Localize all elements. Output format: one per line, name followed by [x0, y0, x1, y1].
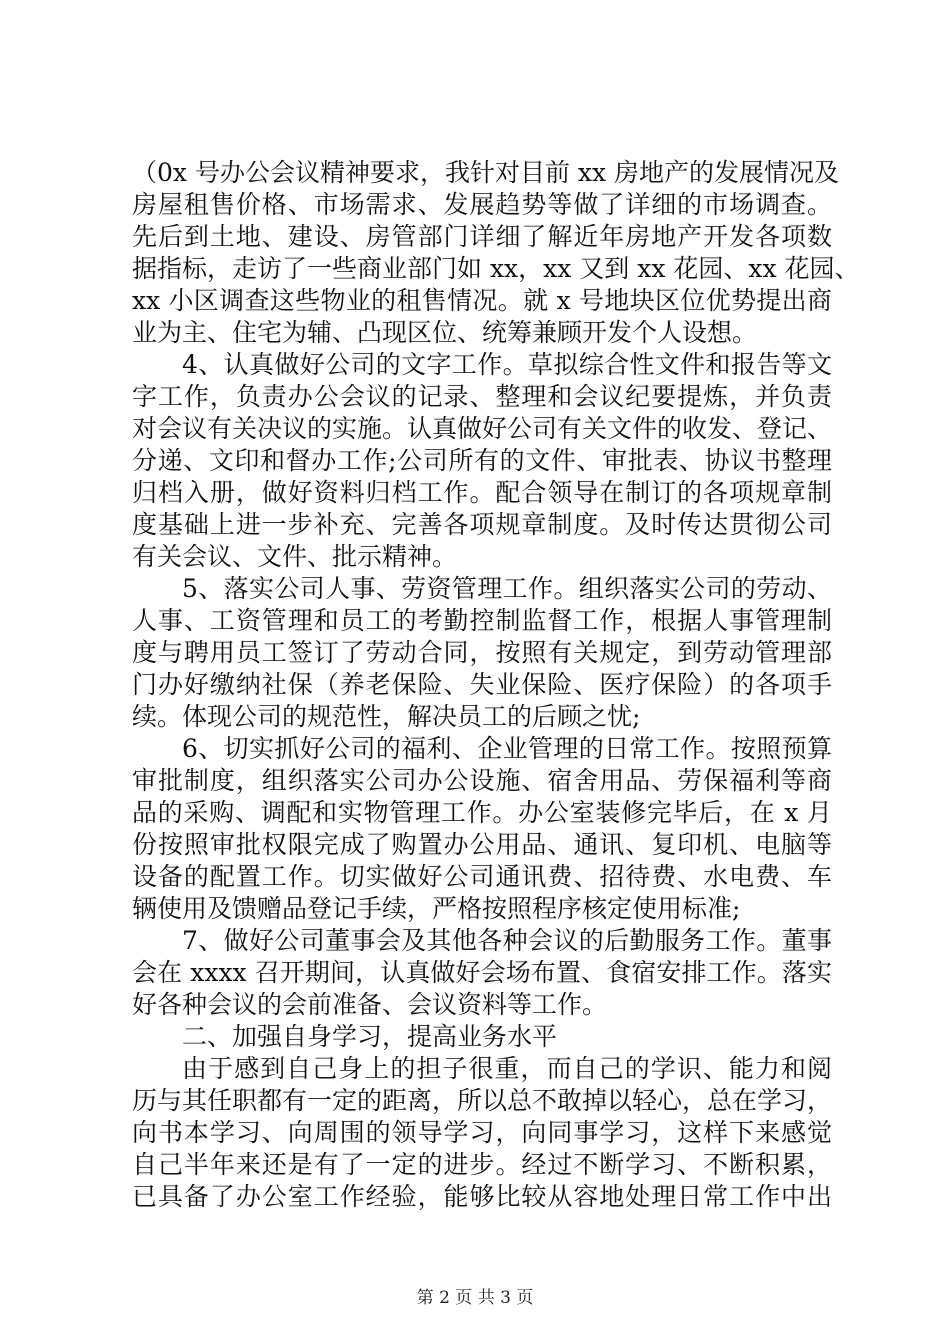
text-line: 人事、工资管理和员工的考勤控制监督工作，根据人事管理制: [132, 606, 832, 635]
text-line: 度与聘用员工签订了劳动合同，按照有关规定，到劳动管理部: [132, 638, 832, 667]
text-line: 先后到土地、建设、房管部门详细了解近年房地产开发各项数: [132, 222, 832, 251]
text-line: 房屋租售价格、市场需求、发展趋势等做了详细的市场调查。: [132, 190, 832, 219]
text-line: 好各种会议的会前准备、会议资料等工作。: [132, 990, 608, 1019]
text-line: 分递、文印和督办工作;公司所有的文件、审批表、协议书整理: [132, 446, 832, 475]
text-line: xx 小区调查这些物业的租售情况。就 x 号地块区位优势提出商: [132, 286, 832, 315]
paragraph-start-line: 5、落实公司人事、劳资管理工作。组织落实公司的劳动、: [182, 574, 832, 603]
text-line: 品的采购、调配和实物管理工作。办公室装修完毕后，在 x 月: [132, 798, 832, 827]
text-line: （0x 号办公会议精神要求，我针对目前 xx 房地产的发展情况及: [132, 158, 840, 187]
text-line: 有关会议、文件、批示精神。: [132, 542, 458, 571]
text-line: 会在 xxxx 召开期间，认真做好会场布置、食宿安排工作。落实: [132, 958, 832, 987]
paragraph-start-line: 7、做好公司董事会及其他各种会议的后勤服务工作。董事: [182, 926, 832, 955]
text-line: 归档入册，做好资料归档工作。配合领导在制订的各项规章制: [132, 478, 832, 507]
text-line: 向书本学习、向周围的领导学习，向同事学习，这样下来感觉: [132, 1118, 832, 1147]
paragraph-start-line: 由于感到自己身上的担子很重，而自己的学识、能力和阅: [182, 1054, 832, 1083]
body-text: [132, 157, 860, 1213]
text-line: 据指标，走访了一些商业部门如 xx，xx 又到 xx 花园、xx 花园、: [132, 254, 860, 283]
text-line: 份按照审批权限完成了购置办公用品、通讯、复印机、电脑等: [132, 830, 832, 859]
text-line: 续。体现公司的规范性，解决员工的后顾之忧;: [132, 702, 641, 731]
text-line: 设备的配置工作。切实做好公司通讯费、招待费、水电费、车: [132, 862, 832, 891]
text-line: 度基础上进一步补充、完善各项规章制度。及时传达贯彻公司: [132, 510, 832, 539]
section-heading: 二、加强自身学习，提高业务水平: [182, 1022, 558, 1051]
text-line: 已具备了办公室工作经验，能够比较从容地处理日常工作中出: [132, 1182, 832, 1211]
text-line: 门办好缴纳社保（养老保险、失业保险、医疗保险）的各项手: [132, 670, 832, 699]
text-line: 辆使用及馈赠品登记手续，严格按照程序核定使用标准;: [132, 894, 741, 923]
text-line: 对会议有关决议的实施。认真做好公司有关文件的收发、登记、: [132, 414, 833, 443]
text-line: 自己半年来还是有了一定的进步。经过不断学习、不断积累，: [132, 1150, 832, 1179]
paragraph-start-line: 4、认真做好公司的文字工作。草拟综合性文件和报告等文: [182, 350, 832, 379]
text-line: 字工作，负责办公会议的记录、整理和会议纪要提炼，并负责: [132, 382, 832, 411]
page-number-footer: 第 2 页 共 3 页: [416, 1288, 534, 1308]
paragraph-start-line: 6、切实抓好公司的福利、企业管理的日常工作。按照预算: [182, 734, 832, 763]
text-line: 历与其任职都有一定的距离，所以总不敢掉以轻心，总在学习，: [132, 1086, 833, 1115]
text-line: 业为主、住宅为辅、凸现区位、统筹兼顾开发个人设想。: [132, 318, 758, 347]
text-line: 审批制度，组织落实公司办公设施、宿舍用品、劳保福利等商: [132, 766, 832, 795]
